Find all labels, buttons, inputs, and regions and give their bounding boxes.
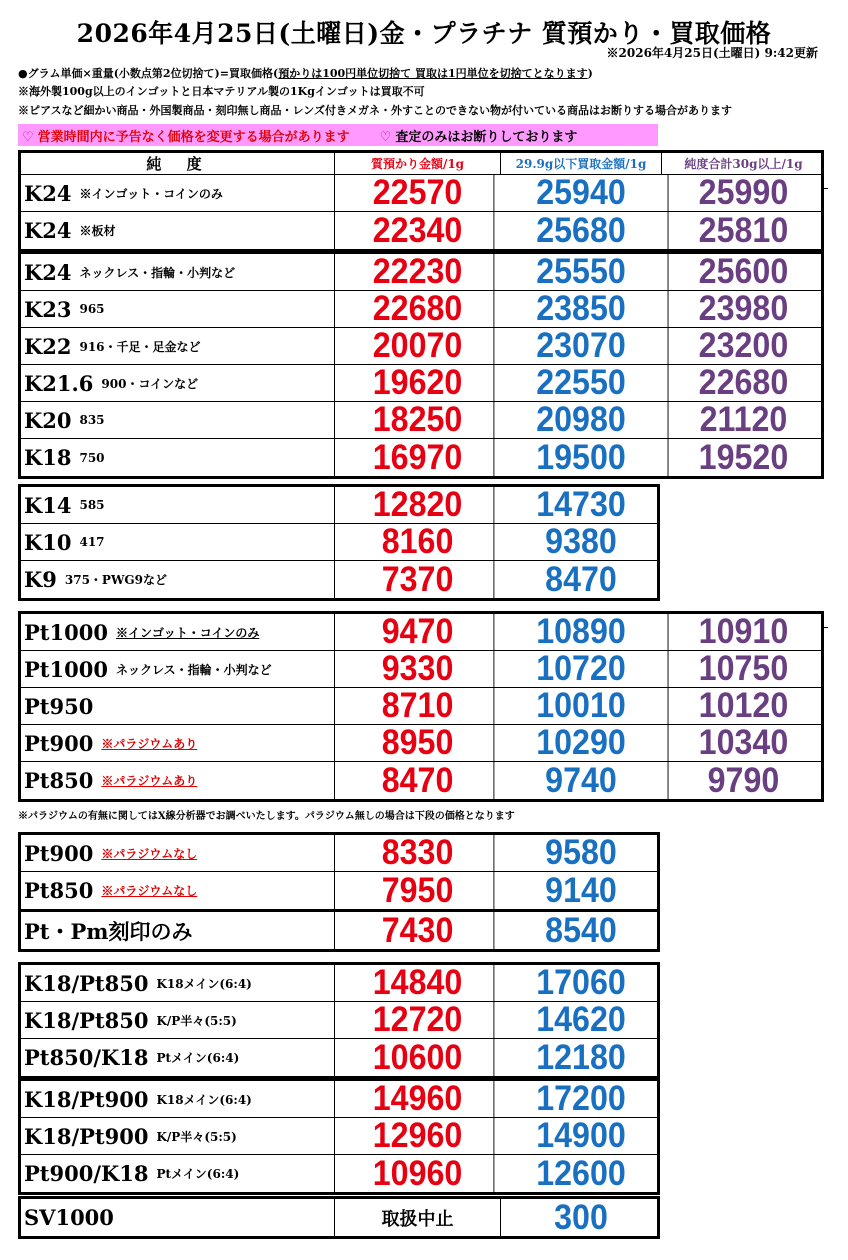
purity-cell — [21, 365, 335, 401]
buy-price-30g: 22680 — [668, 365, 819, 401]
heart-icon: ♡ — [379, 129, 392, 145]
purity-cell — [21, 688, 335, 724]
buy-price: 22550 — [536, 363, 626, 402]
edge-tick — [822, 627, 828, 628]
purity-cell — [21, 328, 335, 364]
note-refusal: ※ピアスなど細かい商品・外国製商品・刻印無し商品・レンズ付きメガネ・外すことのできない物が付いている商品はお断りする場合があります — [18, 104, 732, 117]
purity-label: Pt850 — [24, 768, 94, 793]
price-table-group — [18, 832, 660, 912]
purity-description: ※板材 — [79, 224, 116, 238]
buy-price-30g: 25810 — [668, 212, 819, 249]
purity-label: Pt1000 — [24, 619, 108, 645]
buy-price: 300 — [554, 1197, 608, 1237]
updated-timestamp: ※2026年4月25日(土曜日) 9:42更新 — [606, 46, 818, 60]
header-buy-large: 純度合計30g以上/1g — [661, 153, 825, 174]
purity-description: K18メイン(6:4) — [156, 1092, 252, 1107]
purity-label: K18 — [24, 445, 72, 470]
buy-price: 17200 — [536, 1079, 626, 1118]
buy-price-30g: 10750 — [668, 651, 819, 687]
purity-cell — [21, 1002, 335, 1038]
purity-label: K22 — [24, 333, 72, 359]
price-table-group — [18, 1196, 660, 1239]
purity-label: Pt950 — [24, 693, 94, 719]
buy-price-30g: 23980 — [668, 291, 819, 327]
pawn-price: 20070 — [342, 328, 495, 364]
buy-price: 10010 — [536, 686, 626, 725]
table-row — [21, 688, 821, 725]
pawn-price: 8470 — [342, 762, 495, 799]
buy-price-30g: 10340 — [668, 725, 819, 761]
purity-cell — [21, 561, 335, 598]
table-row — [21, 725, 821, 762]
buy-price: 14730 — [536, 485, 626, 524]
pawn-price: 12820 — [342, 487, 495, 523]
purity-cell — [21, 762, 335, 799]
purity-cell — [21, 835, 335, 871]
edge-tick — [822, 188, 828, 189]
purity-description: ネックレス・指輪・小判など — [79, 265, 236, 280]
purity-label: K23 — [24, 296, 72, 322]
purity-cell — [21, 524, 335, 560]
table-row — [21, 439, 821, 476]
price-table-group — [18, 150, 824, 252]
purity-cell — [21, 912, 335, 949]
purity-label: K24 — [24, 218, 72, 243]
table-row — [21, 254, 821, 291]
table-row — [21, 487, 657, 524]
purity-cell — [21, 175, 335, 211]
buy-price: 23850 — [536, 289, 626, 328]
pawn-price: 22340 — [342, 212, 495, 249]
pawn-price: 19620 — [342, 365, 495, 401]
purity-cell — [21, 254, 335, 290]
pawn-price: 8710 — [342, 688, 495, 724]
purity-label: K18/Pt850 — [24, 970, 149, 996]
purity-description: ※インゴット・コインのみ — [115, 625, 260, 640]
purity-description: 835 — [79, 413, 105, 427]
purity-label: Pt850 — [24, 878, 94, 903]
table-row — [21, 1081, 657, 1118]
pawn-price: 8950 — [342, 725, 495, 761]
purity-cell — [21, 965, 335, 1001]
purity-description: 417 — [79, 535, 105, 549]
table-row — [21, 212, 821, 249]
buy-price: 10720 — [536, 649, 626, 688]
purity-cell — [21, 1081, 335, 1117]
pawn-price: 16970 — [342, 439, 495, 476]
purity-cell — [21, 872, 335, 909]
purity-label: Pt1000 — [24, 656, 108, 682]
table-row — [21, 614, 821, 651]
price-table-group — [18, 962, 660, 1079]
buy-price: 14900 — [536, 1116, 626, 1155]
buy-price-30g: 23200 — [668, 328, 819, 364]
purity-label: K24 — [24, 180, 72, 206]
note-ingot: ※海外製100g以上のインゴットと日本マテリアル製の1Kgインゴットは買取不可 — [18, 85, 425, 98]
price-table-group — [18, 251, 824, 479]
table-row — [21, 524, 657, 561]
pawn-price: 12720 — [342, 1002, 495, 1038]
purity-description: ※インゴット・コインのみ — [79, 186, 223, 201]
buy-price: 25550 — [536, 252, 626, 291]
purity-cell — [21, 651, 335, 687]
purity-cell — [21, 439, 335, 476]
pawn-price: 18250 — [342, 402, 495, 438]
pawn-price: 22230 — [342, 254, 495, 290]
pawn-price: 9470 — [342, 614, 495, 650]
table-row — [21, 1118, 657, 1155]
buy-price: 25680 — [536, 210, 626, 250]
purity-description: ※パラジウムあり — [101, 774, 198, 788]
purity-cell — [21, 487, 335, 523]
buy-price: 17060 — [536, 963, 626, 1002]
buy-price: 9580 — [545, 833, 617, 872]
buy-price: 12180 — [536, 1037, 626, 1077]
purity-description: 965 — [79, 302, 105, 316]
pawn-price: 22680 — [342, 291, 495, 327]
pawn-price: 9330 — [342, 651, 495, 687]
purity-cell — [21, 725, 335, 761]
table-row — [21, 912, 657, 949]
purity-cell — [21, 212, 335, 249]
purity-label: Pt・Pm刻印のみ — [24, 918, 193, 944]
purity-cell — [21, 1199, 335, 1236]
purity-label: K20 — [24, 407, 72, 433]
buy-price: 25940 — [536, 173, 626, 212]
purity-label: K21.6 — [24, 370, 94, 396]
purity-description: ※パラジウムなし — [101, 884, 198, 898]
buy-price: 9380 — [545, 522, 617, 561]
purity-description: 750 — [79, 450, 105, 465]
purity-description: K18メイン(6:4) — [156, 976, 252, 991]
price-table-group — [18, 909, 660, 952]
purity-description: Ptメイン(6:4) — [156, 1051, 240, 1065]
purity-description: ネックレス・指輪・小判など — [115, 662, 272, 677]
purity-label: Pt900 — [24, 840, 94, 866]
buy-price: 20980 — [536, 400, 626, 439]
price-table-group — [18, 1078, 660, 1195]
buy-price: 8540 — [545, 910, 617, 950]
table-row — [21, 835, 657, 872]
purity-description: Ptメイン(6:4) — [156, 1167, 240, 1181]
buy-price-30g: 10910 — [668, 614, 819, 650]
buy-price-30g: 25600 — [668, 254, 819, 290]
table-row — [21, 328, 821, 365]
purity-cell — [21, 1039, 335, 1076]
header-buy-small: 29.9g以下買取金額/1g — [515, 157, 647, 171]
note-palladium: ※パラジウムの有無に関してはX線分析器でお調べいたします。パラジウム無しの場合は下段の価格となります — [18, 811, 515, 822]
pawn-price: 22570 — [342, 175, 495, 211]
purity-description: ※パラジウムあり — [101, 736, 198, 751]
buy-price: 10290 — [536, 723, 626, 762]
purity-cell — [21, 402, 335, 438]
table-row — [21, 762, 821, 799]
pawn-price: 7430 — [342, 912, 495, 949]
buy-price: 14620 — [536, 1000, 626, 1039]
pawn-price: 8160 — [342, 524, 495, 560]
buy-price: 10890 — [536, 612, 626, 651]
pawn-price: 8330 — [342, 835, 495, 871]
purity-description: K/P半々(5:5) — [156, 1129, 237, 1144]
purity-label: K18/Pt850 — [24, 1007, 149, 1033]
pawn-price: 7950 — [342, 872, 495, 909]
pawn-price: 14960 — [342, 1081, 495, 1117]
purity-description: 585 — [79, 498, 105, 512]
note-calculation: ●グラム単価×重量(小数点第2位切捨て)=買取価格(預かりは100円単位切捨て 買取は1円単位を切捨てとなります) — [18, 67, 593, 80]
table-row — [21, 365, 821, 402]
purity-cell — [21, 1155, 335, 1192]
purity-description: 900・コインなど — [101, 376, 199, 391]
purity-description: ※パラジウムなし — [101, 846, 198, 861]
notice-right: ♡ 査定のみはお断りしております — [379, 129, 578, 145]
table-row — [21, 402, 821, 439]
purity-label: K18/Pt900 — [24, 1086, 149, 1112]
table-row — [21, 1155, 657, 1192]
table-row — [21, 872, 657, 909]
pawn-price: 14840 — [342, 965, 495, 1001]
purity-label: SV1000 — [24, 1205, 114, 1230]
purity-label: K14 — [24, 492, 72, 518]
pawn-price: 12960 — [342, 1118, 495, 1154]
price-table-group — [18, 611, 824, 802]
header-pawn: 質預かり金額/1g — [335, 153, 501, 174]
notice-left: ♡ 営業時間内に予告なく価格を変更する場合があります — [22, 129, 350, 145]
table-header — [21, 153, 821, 175]
price-table-group — [18, 484, 660, 601]
purity-label: K9 — [24, 567, 57, 592]
buy-price-30g: 19520 — [668, 439, 819, 476]
buy-price: 19500 — [536, 437, 626, 477]
buy-price-30g: 21120 — [668, 402, 819, 438]
purity-cell — [21, 614, 335, 650]
purity-label: K10 — [24, 529, 72, 555]
buy-price-30g: 9790 — [668, 762, 819, 799]
buy-price: 8470 — [545, 559, 617, 599]
purity-description: 375・PWG9など — [64, 573, 168, 587]
buy-price: 9740 — [545, 760, 617, 800]
buy-price-30g: 25990 — [668, 175, 819, 211]
table-row — [21, 965, 657, 1002]
purity-cell — [21, 291, 335, 327]
notice-banner — [18, 124, 658, 146]
purity-label: Pt900/K18 — [24, 1161, 149, 1186]
purity-label: Pt900 — [24, 730, 94, 756]
pawn-price: 7370 — [342, 561, 495, 598]
page-title: 2026年4月25日(土曜日)金・プラチナ 質預かり・買取価格 — [76, 19, 772, 48]
purity-description: 916・千足・足金など — [79, 339, 201, 354]
table-row — [21, 561, 657, 598]
purity-label: K24 — [24, 259, 72, 285]
table-row — [21, 1039, 657, 1076]
purity-label: K18/Pt900 — [24, 1123, 149, 1149]
table-row — [21, 651, 821, 688]
table-row — [21, 291, 821, 328]
purity-description: K/P半々(5:5) — [156, 1013, 237, 1028]
buy-price: 23070 — [536, 326, 626, 365]
purity-cell — [21, 1118, 335, 1154]
buy-price: 12600 — [536, 1153, 626, 1193]
table-row — [21, 1199, 657, 1236]
heart-icon: ♡ — [22, 129, 34, 145]
table-row — [21, 1002, 657, 1039]
table-row — [21, 175, 821, 212]
purity-label: Pt850/K18 — [24, 1045, 149, 1070]
header-purity: 純 度 — [21, 153, 335, 174]
pawn-price: 10960 — [342, 1155, 495, 1192]
buy-price-30g: 10120 — [668, 688, 819, 724]
pawn-price: 取扱中止 — [335, 1199, 501, 1236]
buy-price: 9140 — [545, 870, 617, 910]
pawn-price: 10600 — [342, 1039, 495, 1076]
